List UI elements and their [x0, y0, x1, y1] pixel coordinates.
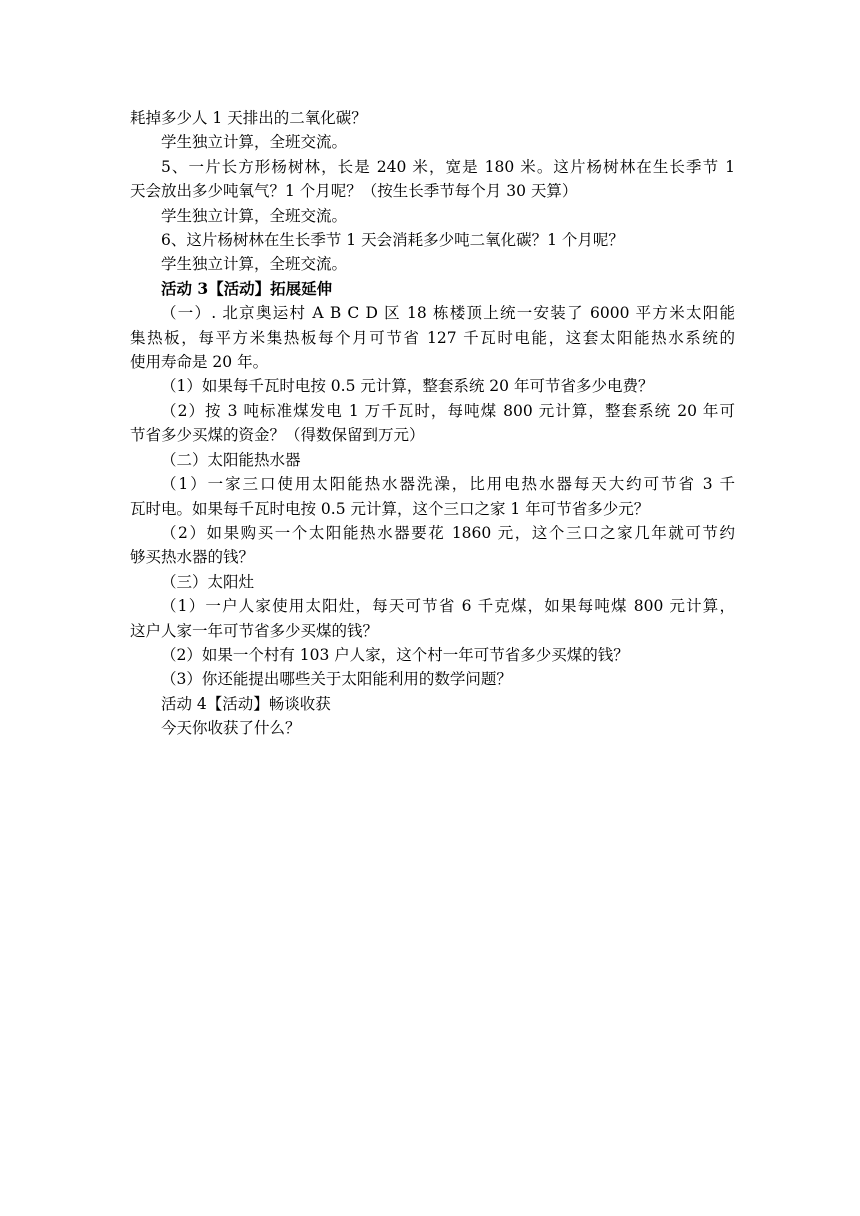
section-2-question-1-line-2: 瓦时电。如果每千瓦时电按 0.5 元计算，这个三口之家 1 年可节省多少元？	[130, 499, 650, 518]
section-1-question-1: （1）如果每千瓦时电按 0.5 元计算，整套系统 20 年可节省多少电费？	[161, 377, 654, 396]
section-1-question-2-line-1: （2）按 3 吨标准煤发电 1 万千瓦时，每吨煤 800 元计算，整套系统 20 年可	[161, 401, 735, 420]
text-line: 学生独立计算，全班交流。	[161, 206, 348, 225]
activity-3-heading: 活动 3【活动】拓展延伸	[161, 278, 333, 298]
text-line: 学生独立计算，全班交流。	[161, 133, 348, 152]
section-3-question-2: （2）如果一个村有 103 户人家，这个村一年可节省多少买煤的钱？	[161, 645, 629, 664]
document-body	[130, 106, 735, 741]
section-3-question-1-line-2: 这户人家一年可节省多少买煤的钱？	[130, 621, 379, 640]
activity-4-heading: 活动 4【活动】畅谈收获	[161, 694, 331, 713]
section-3-question-3: （3）你还能提出哪些关于太阳能利用的数学问题？	[161, 670, 512, 689]
question-6: 6、这片杨树林在生长季节 1 天会消耗多少吨二氧化碳？1 个月呢？	[161, 231, 624, 250]
text-line: 学生独立计算，全班交流。	[161, 255, 348, 274]
section-3-heading: （三）太阳灶	[161, 572, 255, 591]
section-1-question-2-line-2: 节省多少买煤的资金？（得数保留到万元）	[130, 426, 425, 445]
section-3-question-1-line-1: （1）一户人家使用太阳灶，每天可节省 6 千克煤，如果每吨煤 800 元计算，	[161, 597, 735, 616]
section-2-question-2-line-1: （2）如果购买一个太阳能热水器要花 1860 元，这个三口之家几年就可节约	[161, 523, 735, 542]
section-2-question-1-line-1: （1）一家三口使用太阳能热水器洗澡，比用电热水器每天大约可节省 3 千	[161, 475, 735, 494]
text-line: 耗掉多少人 1 天排出的二氧化碳？	[130, 109, 367, 127]
section-2-heading: （二）太阳能热水器	[161, 450, 301, 469]
section-1-line-2: 集热板，每平方米集热板每个月可节省 127 千瓦时电能，这套太阳能热水系统的	[130, 328, 735, 347]
section-2-question-2-line-2: 够买热水器的钱？	[130, 548, 255, 567]
question-5-line-2: 天会放出多少吨氧气？1 个月呢？（按生长季节每个月 30 天算）	[130, 182, 578, 201]
section-1-line-3: 使用寿命是 20 年。	[130, 353, 269, 372]
question-5-line-1: 5、一片长方形杨树林，长是 240 米，宽是 180 米。这片杨树林在生长季节 1	[161, 157, 735, 176]
section-1-line-1: （一）. 北京奥运村 A B C D 区 18 栋楼顶上统一安装了 6000 平方米太阳能	[161, 304, 735, 323]
closing-question: 今天你收获了什么？	[161, 719, 301, 738]
